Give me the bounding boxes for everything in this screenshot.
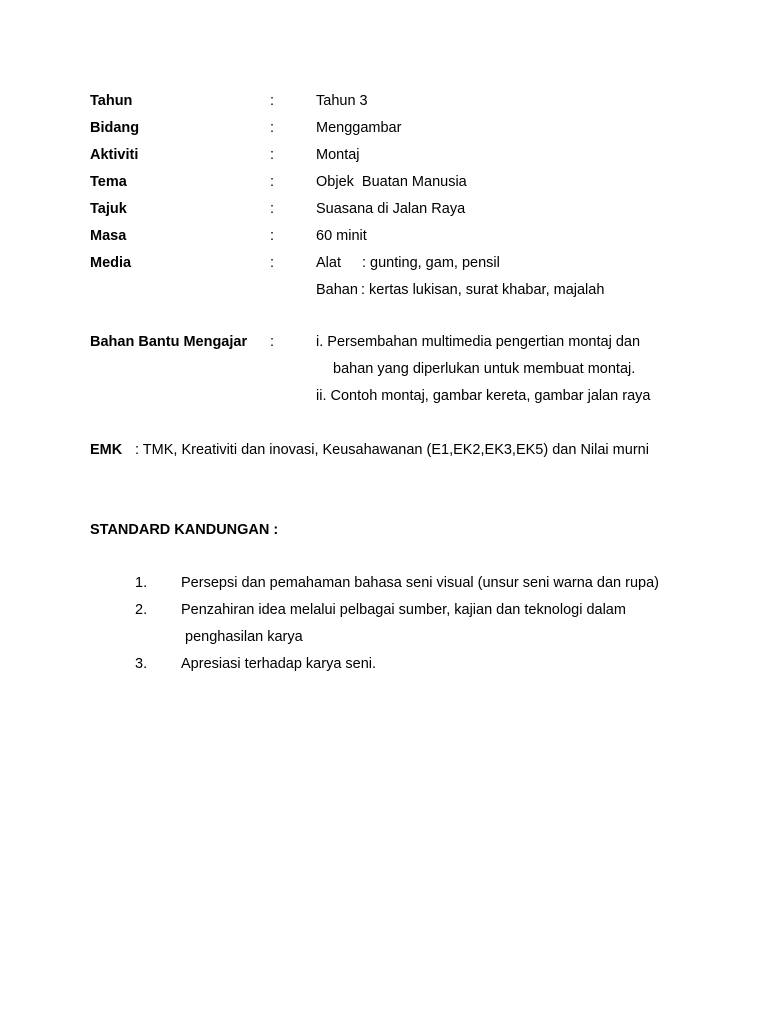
field-value-bidang: Menggambar xyxy=(316,120,402,136)
media-alat-label: Alat xyxy=(316,255,341,271)
standard-item-text: Apresiasi terhadap karya seni. xyxy=(181,656,377,672)
field-sep-tema: : xyxy=(270,174,275,190)
field-label-aktiviti: Aktiviti xyxy=(90,147,139,163)
field-label-tema: Tema xyxy=(90,174,127,190)
standard-item-num: 3. xyxy=(135,656,148,672)
field-label-media: Media xyxy=(90,255,132,271)
field-value-tema: Objek Buatan Manusia xyxy=(316,174,467,190)
field-label-tahun: Tahun xyxy=(90,93,133,109)
emk-label: EMK xyxy=(90,442,123,458)
standard-item-text: Penzahiran idea melalui pelbagai sumber, kajian dan teknologi dalam xyxy=(181,602,626,618)
bbm-line-3: ii. Contoh montaj, gambar kereta, gambar jalan raya xyxy=(316,388,651,404)
bbm-sep: : xyxy=(270,334,275,350)
standard-heading: STANDARD KANDUNGAN : xyxy=(90,522,279,538)
standard-item-text: Persepsi dan pemahaman bahasa seni visual (unsur seni warna dan rupa) xyxy=(181,575,659,591)
standard-item-num: 1. xyxy=(135,575,148,591)
bbm-line-1: i. Persembahan multimedia pengertian montaj dan xyxy=(316,334,641,350)
field-sep-aktiviti: : xyxy=(270,147,275,163)
bbm-label: Bahan Bantu Mengajar xyxy=(90,334,248,350)
field-label-bidang: Bidang xyxy=(90,120,140,136)
field-value-masa: 60 minit xyxy=(316,228,367,244)
standard-item-num: 2. xyxy=(135,602,148,618)
field-sep-media: : xyxy=(270,255,275,271)
field-label-masa: Masa xyxy=(90,228,127,244)
media-bahan-label: Bahan xyxy=(316,282,358,298)
field-value-aktiviti: Montaj xyxy=(316,147,360,163)
emk-value: : TMK, Kreativiti dan inovasi, Keusahawanan (E1,EK2,EK3,EK5) dan Nilai murni xyxy=(135,442,649,458)
field-sep-tahun: : xyxy=(270,93,275,109)
field-sep-bidang: : xyxy=(270,120,275,136)
field-sep-masa: : xyxy=(270,228,275,244)
media-alat-value: : gunting, gam, pensil xyxy=(362,255,500,271)
field-value-tahun: Tahun 3 xyxy=(316,93,368,109)
field-sep-tajuk: : xyxy=(270,201,275,217)
standard-item-continuation: penghasilan karya xyxy=(185,629,303,645)
field-value-tajuk: Suasana di Jalan Raya xyxy=(316,201,466,217)
field-label-tajuk: Tajuk xyxy=(90,201,127,217)
media-bahan-value: : kertas lukisan, surat khabar, majalah xyxy=(361,282,605,298)
bbm-line-2: bahan yang diperlukan untuk membuat montaj. xyxy=(333,361,636,377)
